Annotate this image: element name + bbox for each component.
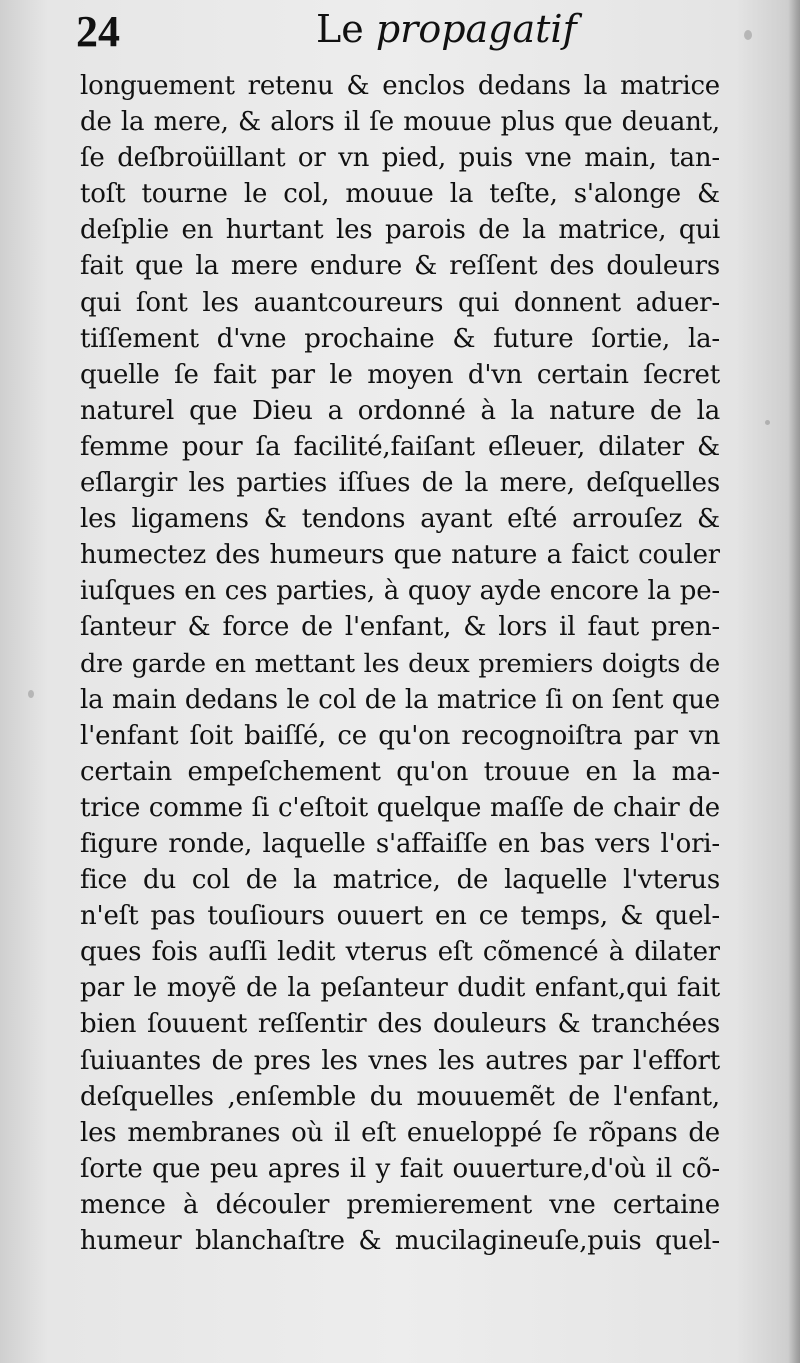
text-line: humectez des humeurs que nature a faict couler (80, 540, 720, 571)
text-line: tiſſement d'vne prochaine & future ſortie, la- (80, 323, 720, 354)
text-line: deſplie en hurtant les parois de la matrice, qui (80, 215, 720, 246)
running-title (316, 7, 577, 51)
text-line: par le moyẽ de la peſanteur dudit enfant,qui fait (80, 973, 720, 1004)
running-title-main: propagatif (375, 7, 577, 51)
text-line: ſuiuantes de pres les vnes les autres par l'effort (80, 1045, 720, 1076)
text-line: humeur blanchaſtre & mucilagineuſe,puis quel- (80, 1226, 720, 1256)
text-line: longuement retenu & enclos dedans la matrice (80, 71, 720, 101)
text-line: fice du col de la matrice, de laquelle l'vterus (80, 865, 720, 896)
paper-speck (744, 30, 752, 40)
text-line: ques fois auſſi ledit vterus eſt cõmencé à dilater (80, 937, 720, 968)
text-line: certain empeſchement qu'on trouue en la ma- (80, 756, 720, 787)
text-line: bien ſouuent reſſentir des douleurs & tranchées (80, 1009, 720, 1040)
text-line: les ligamens & tendons ayant eſté arrouſez & (80, 504, 720, 535)
text-line: trice comme ſi c'eſtoit quelque maſſe de chair de (80, 792, 720, 823)
page-header (76, 7, 726, 70)
text-line: n'eſt pas touſiours ouuert en ce temps, & quel- (80, 901, 720, 932)
body-text (80, 68, 720, 1259)
text-line: deſquelles ,enſemble du mouuemẽt de l'enfant, (80, 1081, 720, 1112)
running-title-prefix: Le (316, 7, 364, 51)
text-line: fait que la mere endure & reſſent des douleurs (80, 251, 720, 282)
text-line: eſlargir les parties iſſues de la mere, deſquelles (80, 468, 720, 499)
text-line: la main dedans le col de la matrice ſi on ſent que (80, 684, 720, 715)
text-line: qui ſont les auantcoureurs qui donnent aduer- (80, 287, 720, 318)
text-line: quelle ſe fait par le moyen d'vn certain ſecret (80, 359, 720, 390)
text-line: naturel que Dieu a ordonné à la nature de la (80, 395, 720, 426)
text-line: iuſques en ces parties, à quoy ayde encore la pe- (80, 576, 720, 607)
text-line: femme pour ſa facilité,faiſant eſleuer, dilater & (80, 431, 720, 462)
text-line: mence à découler premierement vne certaine (80, 1189, 720, 1220)
text-line: figure ronde, laquelle s'affaiſſe en bas vers l'ori- (80, 828, 720, 859)
text-line: dre garde en mettant les deux premiers doigts de (80, 648, 720, 679)
text-line: ſorte que peu apres il y fait ouuerture,d'où il cõ- (80, 1153, 720, 1184)
text-line: ſanteur & force de l'enfant, & lors il faut pren- (80, 612, 720, 643)
paper-speck (765, 420, 770, 425)
text-line: toſt tourne le col, mouue la teſte, s'alonge & (80, 179, 720, 210)
text-line: de la mere, & alors il ſe mouue plus que deuant, (80, 107, 720, 138)
paper-speck (28, 690, 34, 698)
text-line: les membranes où il eſt enueloppé ſe rõpans de (80, 1117, 720, 1148)
page-number: 24 (76, 7, 120, 56)
text-line: ſe deſbroüillant or vn pied, puis vne main, tan- (80, 143, 720, 174)
text-line: l'enfant ſoit baiſſé, ce qu'on recognoiſtra par vn (80, 720, 720, 751)
